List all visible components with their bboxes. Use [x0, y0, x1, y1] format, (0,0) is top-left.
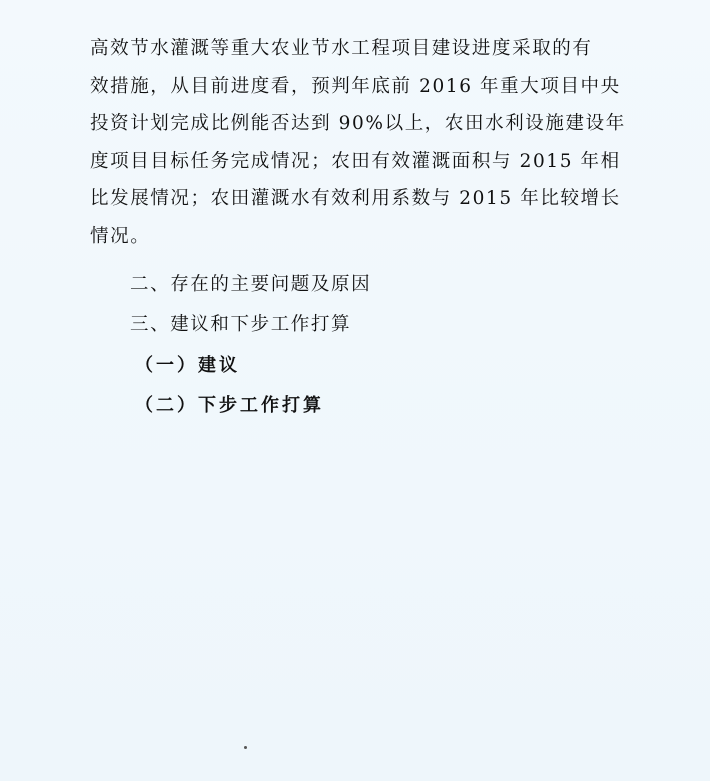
scan-speck	[244, 746, 247, 749]
section-heading-problems: 二、存在的主要问题及原因	[130, 274, 372, 295]
paragraph-line: 比发展情况；农田灌溉水有效利用系数与 2015 年比较增长	[90, 188, 621, 209]
paragraph-line: 高效节水灌溉等重大农业节水工程项目建设进度采取的有	[90, 38, 593, 59]
subsection-heading-next-steps: （二）下步工作打算	[135, 395, 324, 416]
paragraph-line: 情况。	[90, 225, 151, 247]
body-paragraph	[90, 30, 635, 255]
paragraph-line: 投资计划完成比例能否达到 90%以上，农田水利设施建设年	[90, 113, 626, 134]
section-heading-suggestions: 三、建议和下步工作打算	[130, 314, 352, 335]
paragraph-line: 度项目目标任务完成情况；农田有效灌溉面积与 2015 年相	[90, 150, 621, 172]
paragraph-line: 效措施，从目前进度看，预判年底前 2016 年重大项目中央	[90, 75, 621, 97]
subsection-heading-suggestions: （一）建议	[135, 355, 240, 376]
